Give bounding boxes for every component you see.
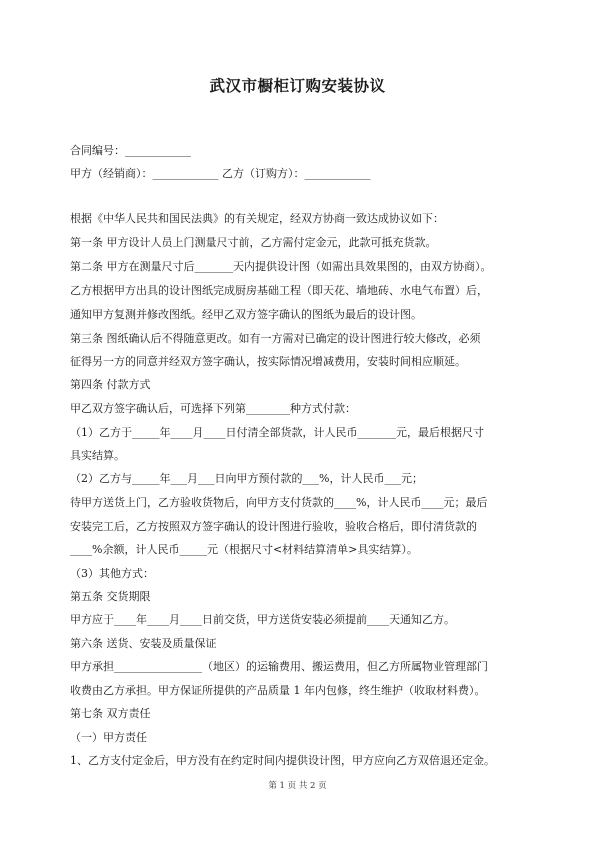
section-heading: 第五条 交货期限 — [70, 590, 151, 603]
paragraph-line: 待甲方送货上门，乙方验收货物后，向甲方支付货款的____%，计人民币____元；最后 — [70, 496, 488, 509]
contract-number-line: 合同编号：____________ — [70, 144, 191, 157]
paragraph-line: 具实结算。 — [70, 449, 125, 462]
subsection-heading: （一）甲方责任 — [70, 731, 147, 744]
paragraph-line: 根据《中华人民共和国民法典》的有关规定，经双方协商一致达成协议如下： — [70, 212, 444, 225]
paragraph-line: 安装完工后，乙方按照双方签字确认的设计图进行验收，验收合格后，即付清货款的 — [70, 520, 477, 533]
section-heading: 第六条 送货、安装及质量保证 — [70, 637, 217, 650]
page-number: 第 1 页 共 2 页 — [268, 781, 327, 791]
paragraph-line: 通知甲方复测并修改图纸。经甲乙双方签字确认的图纸为最后的设计图。 — [70, 308, 422, 321]
paragraph-line: 征得另一方的同意并经双方签字确认，按实际情况增减费用，安装时间相应顺延。 — [70, 355, 466, 368]
paragraph-line: 甲方承担________________（地区）的运输费用、搬运费用，但乙方所属物业管理部门 — [70, 660, 488, 673]
paragraph-line: 甲方应于____年____月____日前交货，甲方送货安装必须提前____天通知乙方。 — [70, 613, 455, 626]
paragraph-line: （3）其他方式： — [70, 567, 154, 580]
paragraph-line: 1、乙方支付定金后，甲方没有在约定时间内提供设计图，甲方应向乙方双倍退还定金。 — [70, 754, 495, 767]
section-heading: 第四条 付款方式 — [70, 378, 151, 391]
paragraph-line: 第三条 图纸确认后不得随意更改。如有一方需对已确定的设计图进行较大修改，必须 — [70, 332, 481, 345]
paragraph-line: ____%余额，计人民币_____元（根据尺寸<材料结算清单>具实结算）。 — [70, 543, 418, 556]
paragraph-line: （2）乙方与_____年___月___日向甲方预付款的___%，计人民币___元； — [70, 472, 423, 485]
paragraph-line: （1）乙方于_____年____月____日付清全部货款，计人民币_______元，最后根据尺寸 — [70, 426, 484, 439]
paragraph-line: 第一条 甲方设计人员上门测量尺寸前，乙方需付定金元，此款可抵充货款。 — [70, 236, 437, 249]
paragraph-line: 第二条 甲方在测量尺寸后_______天内提供设计图（如需出具效果图的，由双方协商）。 — [70, 260, 492, 273]
document-title: 武汉市橱柜订购安装协议 — [209, 77, 386, 95]
paragraph-line: 乙方根据甲方出具的设计图纸完成厨房基础工程（即天花、墙地砖、水电气布置）后， — [70, 284, 488, 297]
paragraph-line: 收费由乙方承担。甲方保证所提供的产品质量 1 年内包修，终生维护（收取材料费）。 — [70, 684, 486, 697]
section-heading: 第七条 双方责任 — [70, 707, 151, 720]
parties-line: 甲方（经销商）：____________ 乙方（订购方）：____________ — [70, 167, 371, 180]
paragraph-line: 甲乙双方签字确认后，可选择下列第________种方式付款： — [70, 402, 356, 415]
